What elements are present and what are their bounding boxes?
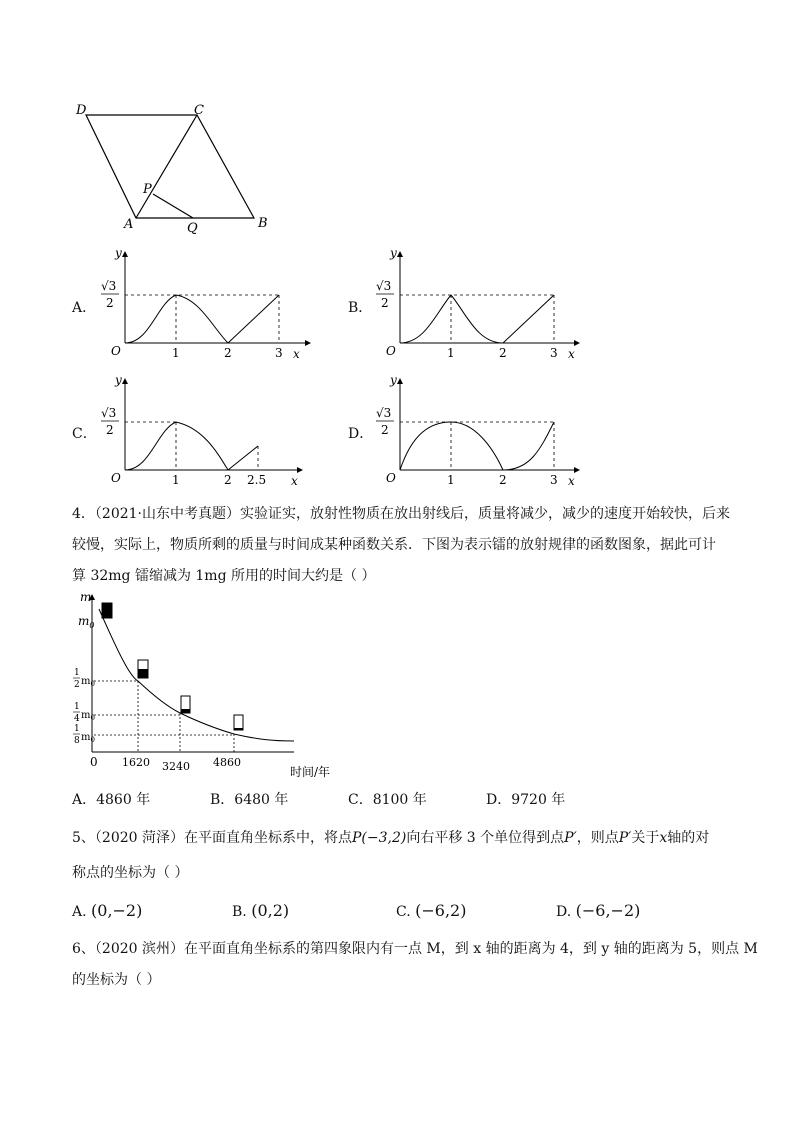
q5-option-A[interactable] bbox=[72, 900, 142, 923]
sample-half-icon bbox=[138, 660, 148, 678]
eighth-num: 1 bbox=[74, 724, 80, 734]
tick-2: 2 bbox=[499, 346, 507, 360]
denominator-label: 2 bbox=[381, 423, 389, 437]
origin-label: O bbox=[111, 344, 121, 358]
rhombus-figure bbox=[70, 98, 280, 238]
denominator-label: 2 bbox=[106, 423, 114, 437]
y-label: y bbox=[115, 373, 122, 387]
tick-1: 1 bbox=[172, 346, 180, 360]
tick-2: 2 bbox=[224, 473, 232, 487]
sqrt3-label: √3 bbox=[376, 279, 392, 293]
q5-option-C-value: (−6,2) bbox=[415, 901, 467, 920]
q5-prefix: 5、（2020 菏泽）在平面直角坐标系中，将点 bbox=[72, 830, 352, 846]
q4-line-3: 算 32mg 镭缩减为 1mg 所用的时间大约是（ ） bbox=[72, 568, 376, 584]
q5-option-D-value: (−6,−2) bbox=[575, 901, 641, 920]
graph-option-A bbox=[95, 243, 315, 363]
label-B: B bbox=[258, 216, 268, 231]
q6-line-2: 的坐标为（ ） bbox=[72, 972, 161, 988]
denominator-label: 2 bbox=[381, 296, 389, 310]
half-den: 2 bbox=[74, 680, 80, 690]
q4-option-A[interactable]: A．4860 年 bbox=[72, 792, 151, 808]
q5-option-A-letter: A. bbox=[72, 904, 87, 920]
q5-xvar: x bbox=[659, 830, 668, 846]
x-axis-label: 时间/年 bbox=[290, 765, 331, 779]
q5-option-B-letter: B. bbox=[232, 904, 247, 920]
half-m0: $m_0$ bbox=[81, 676, 95, 688]
q5-pprime: P′ bbox=[564, 830, 577, 846]
q4-line-2: 较慢，实际上，物质所剩的质量与时间成某种函数关系．下图为表示镭的放射规律的函数图象，据此可计 bbox=[72, 537, 716, 553]
sample-full-icon bbox=[102, 603, 112, 618]
sample-quarter-icon bbox=[181, 696, 190, 713]
quarter-num: 1 bbox=[74, 702, 80, 712]
tick-2: 2 bbox=[224, 346, 232, 360]
origin-label: O bbox=[111, 471, 121, 485]
option-D-letter: D． bbox=[348, 426, 374, 442]
q5-option-D[interactable] bbox=[556, 900, 640, 923]
label-A: A bbox=[124, 217, 134, 232]
q5-mid3: 关于 bbox=[631, 830, 660, 846]
y-label: y bbox=[390, 373, 397, 387]
sqrt3-label: √3 bbox=[101, 279, 117, 293]
q5-option-B[interactable] bbox=[232, 900, 289, 923]
q5-mid2: ，则点 bbox=[576, 830, 619, 846]
quarter-m0: $m_0$ bbox=[81, 710, 95, 722]
q5-option-D-letter: D. bbox=[556, 904, 572, 920]
denominator-label: 2 bbox=[106, 296, 114, 310]
q6-line-1: 6、（2020 滨州）在平面直角坐标系的第四象限内有一点 M，到 x 轴的距离为 4，到 y 轴的距离为 5，则点 M bbox=[72, 941, 758, 957]
label-C: C bbox=[194, 103, 204, 118]
q5-option-B-value: (0,2) bbox=[251, 901, 290, 920]
tick-3240: 3240 bbox=[162, 760, 190, 773]
label-D: D bbox=[76, 103, 87, 118]
sqrt3-label: √3 bbox=[101, 406, 117, 420]
y-label: y bbox=[115, 246, 122, 260]
label-P: P bbox=[143, 182, 152, 197]
tick-1620: 1620 bbox=[122, 756, 150, 769]
q4-line-1: 4．（2021·山东中考真题）实验证实，放射性物质在放出射线后，质量将减少，减少的速度开始较快，后来 bbox=[72, 506, 730, 522]
tick-4860: 4860 bbox=[213, 756, 241, 769]
graph-option-B bbox=[370, 243, 590, 363]
q5-option-A-value: (0,−2) bbox=[91, 901, 143, 920]
tick-1: 1 bbox=[447, 473, 455, 487]
y-label: y bbox=[390, 246, 397, 260]
q4-option-D[interactable]: D．9720 年 bbox=[486, 792, 566, 808]
tick-3: 2.5 bbox=[247, 473, 267, 487]
quarter-den: 4 bbox=[74, 714, 80, 724]
q5-option-C-letter: C. bbox=[396, 904, 411, 920]
x-label: x bbox=[291, 474, 298, 488]
eighth-den: 8 bbox=[74, 736, 80, 746]
x-label: x bbox=[568, 474, 575, 488]
q5-line-2: 称点的坐标为（ ） bbox=[72, 865, 189, 881]
x-label: x bbox=[293, 347, 300, 361]
q5-line-1 bbox=[72, 827, 709, 849]
tick-3: 3 bbox=[550, 473, 558, 487]
half-num: 1 bbox=[74, 668, 80, 678]
m0-label: $m_0$ bbox=[78, 614, 95, 630]
graph-option-C bbox=[95, 370, 315, 490]
tick-3: 3 bbox=[550, 346, 558, 360]
q4-option-B[interactable]: B．6480 年 bbox=[210, 792, 289, 808]
x-label: x bbox=[568, 347, 575, 361]
sqrt3-label: √3 bbox=[376, 406, 392, 420]
option-B-letter: B． bbox=[348, 300, 373, 316]
eighth-m0: $m_0$ bbox=[81, 732, 95, 744]
q5-option-C[interactable] bbox=[396, 900, 466, 923]
y-axis-label: m bbox=[80, 592, 92, 604]
option-A-letter: A． bbox=[72, 300, 97, 316]
q5-suffix: 轴的对 bbox=[667, 830, 710, 846]
tick-1: 1 bbox=[447, 346, 455, 360]
option-C-letter: C． bbox=[72, 426, 97, 442]
origin-label: 0 bbox=[90, 755, 98, 769]
q5-pprime-2: P′ bbox=[618, 830, 632, 846]
origin-label: O bbox=[386, 471, 396, 485]
tick-2: 2 bbox=[499, 473, 507, 487]
q5-mid: 向右平移 3 个单位得到点 bbox=[406, 830, 565, 846]
q4-option-C[interactable]: C．8100 年 bbox=[348, 792, 427, 808]
q5-point: P(−3,2) bbox=[352, 830, 407, 846]
origin-label: O bbox=[386, 344, 396, 358]
graph-option-D bbox=[370, 370, 590, 490]
tick-1: 1 bbox=[172, 473, 180, 487]
sample-eighth-icon bbox=[234, 715, 243, 730]
tick-3: 3 bbox=[275, 346, 283, 360]
label-Q: Q bbox=[187, 221, 198, 236]
radium-decay-graph bbox=[70, 592, 350, 782]
